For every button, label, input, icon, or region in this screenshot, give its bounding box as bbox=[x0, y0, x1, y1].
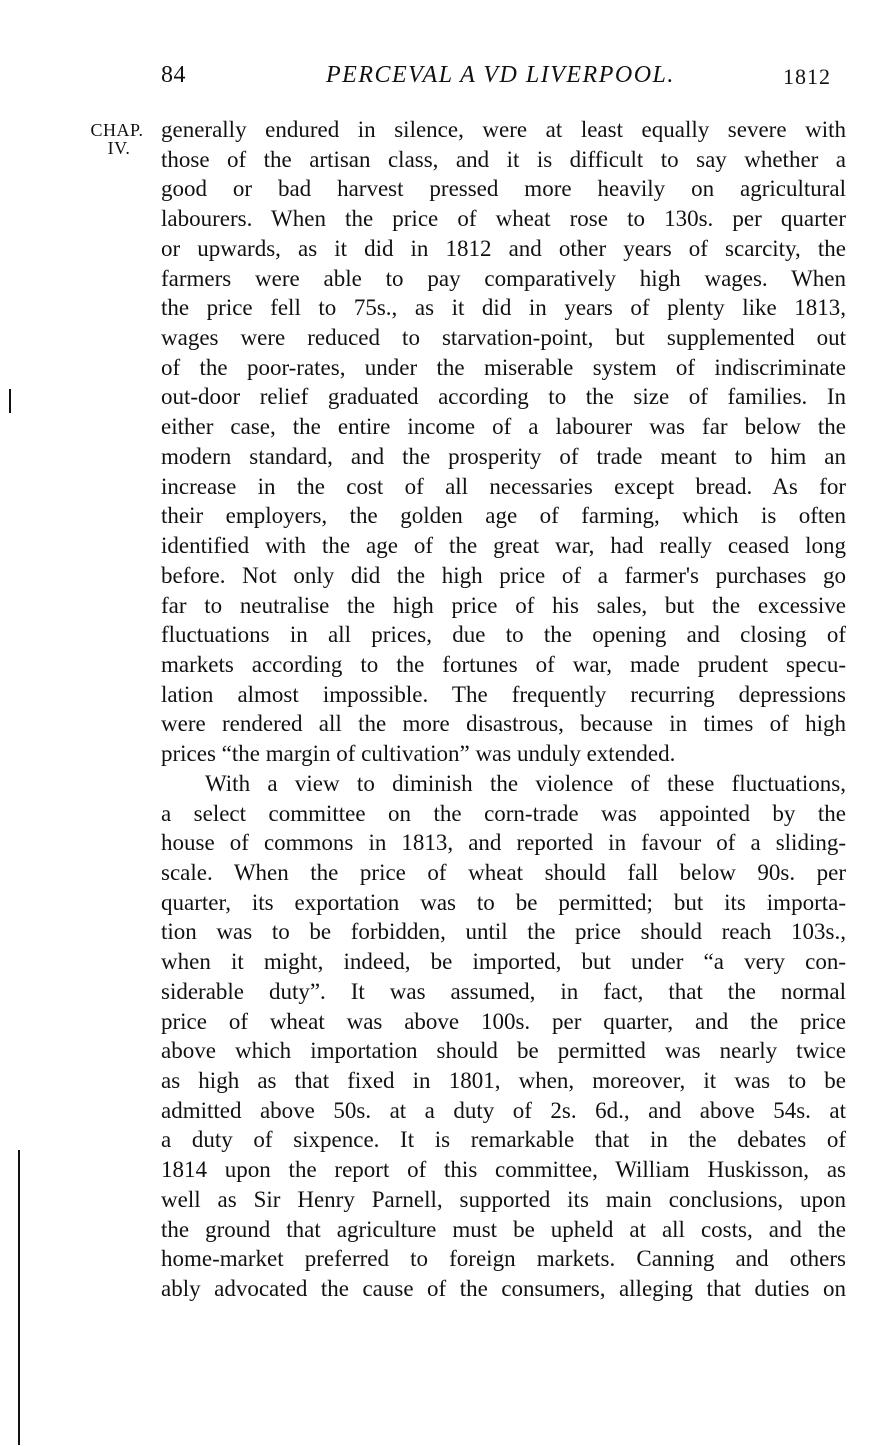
text-line: or upwards, as it did in 1812 and other years of scarcity, the bbox=[161, 235, 846, 261]
text-line: increase in the cost of all necessaries except bread. As for bbox=[161, 473, 846, 499]
text-line: either case, the entire income of a labourer was far below the bbox=[161, 414, 846, 440]
text-line: generally endured in silence, were at least equally severe with bbox=[161, 117, 846, 142]
text-line: markets according to the fortunes of war, made prudent specu- bbox=[161, 651, 846, 677]
text-line: With a view to diminish the violence of these fluctuations, bbox=[205, 770, 846, 796]
text-line: quarter, its exportation was to be permitted; but its importa- bbox=[161, 889, 846, 915]
text-line: before. Not only did the high price of a farmer's purchases go bbox=[161, 562, 846, 588]
text-line: of the poor-rates, under the miserable system of indiscriminate bbox=[161, 354, 846, 380]
text-line: above which importation should be permitted was nearly twice bbox=[161, 1038, 846, 1064]
text-line: farmers were able to pay comparatively high wages. When bbox=[161, 265, 846, 291]
page-number: 84 bbox=[161, 62, 186, 88]
text-line: house of commons in 1813, and reported in favour of a sliding- bbox=[161, 830, 846, 856]
text-line: modern standard, and the prosperity of trade meant to him an bbox=[161, 443, 846, 469]
text-line: their employers, the golden age of farming, which is often bbox=[161, 503, 846, 529]
text-line: labourers. When the price of wheat rose to 130s. per quarter bbox=[161, 206, 846, 232]
margin-rule-upper bbox=[9, 389, 11, 413]
margin-rule-lower bbox=[18, 1150, 20, 1445]
text-line: price of wheat was above 100s. per quarter, and the price bbox=[161, 1008, 846, 1034]
text-line: out-door relief graduated according to the size of families. In bbox=[161, 384, 846, 410]
text-line: good or bad harvest pressed more heavily on agricultural bbox=[161, 176, 846, 202]
text-line: a duty of sixpence. It is remarkable that in the debates of bbox=[161, 1127, 846, 1153]
text-line: when it might, indeed, be imported, but under “a very con- bbox=[161, 949, 846, 975]
text-line: lation almost impossible. The frequently recurring depressions bbox=[161, 681, 846, 707]
text-line: home-market preferred to foreign markets. Canning and others bbox=[161, 1246, 846, 1272]
text-line: 1814 upon the report of this committee, William Huskisson, as bbox=[161, 1157, 846, 1183]
text-line: far to neutralise the high price of his sales, but the excessive bbox=[161, 592, 846, 618]
chapter-marginal-label bbox=[77, 121, 157, 157]
text-line: the price fell to 75s., as it did in years of plenty like 1813, bbox=[161, 295, 846, 321]
text-line: prices “the margin of cultivation” was unduly extended. bbox=[161, 741, 676, 767]
text-line: wages were reduced to starvation-point, but supplemented out bbox=[161, 325, 846, 351]
text-line: siderable duty”. It was assumed, in fact, that the normal bbox=[161, 978, 846, 1004]
running-title: PERCEVAL A VD LIVERPOOL. bbox=[326, 62, 675, 88]
text-line: well as Sir Henry Parnell, supported its main conclusions, upon bbox=[161, 1186, 846, 1212]
text-line: the ground that agriculture must be upheld at all costs, and the bbox=[161, 1216, 846, 1242]
text-line: as high as that fixed in 1801, when, moreover, it was to be bbox=[161, 1068, 846, 1093]
text-line: fluctuations in all prices, due to the opening and closing of bbox=[161, 622, 846, 648]
body-text bbox=[161, 115, 846, 1304]
chapter-word: CHAP. bbox=[90, 120, 144, 140]
text-line: ably advocated the cause of the consumers, alleging that duties on bbox=[161, 1276, 846, 1302]
text-line: scale. When the price of wheat should fall below 90s. per bbox=[161, 859, 846, 885]
text-line: admitted above 50s. at a duty of 2s. 6d., and above 54s. at bbox=[161, 1097, 846, 1123]
header-year: 1812 bbox=[783, 64, 831, 89]
text-line: those of the artisan class, and it is difficult to say whether a bbox=[161, 146, 846, 172]
text-line: tion was to be forbidden, until the price should reach 103s., bbox=[161, 919, 846, 945]
chapter-number: IV. bbox=[107, 138, 131, 158]
text-line: identified with the age of the great war, had really ceased long bbox=[161, 533, 846, 559]
text-line: a select committee on the corn-trade was appointed by the bbox=[161, 800, 846, 826]
text-line: were rendered all the more disastrous, because in times of high bbox=[161, 711, 846, 737]
